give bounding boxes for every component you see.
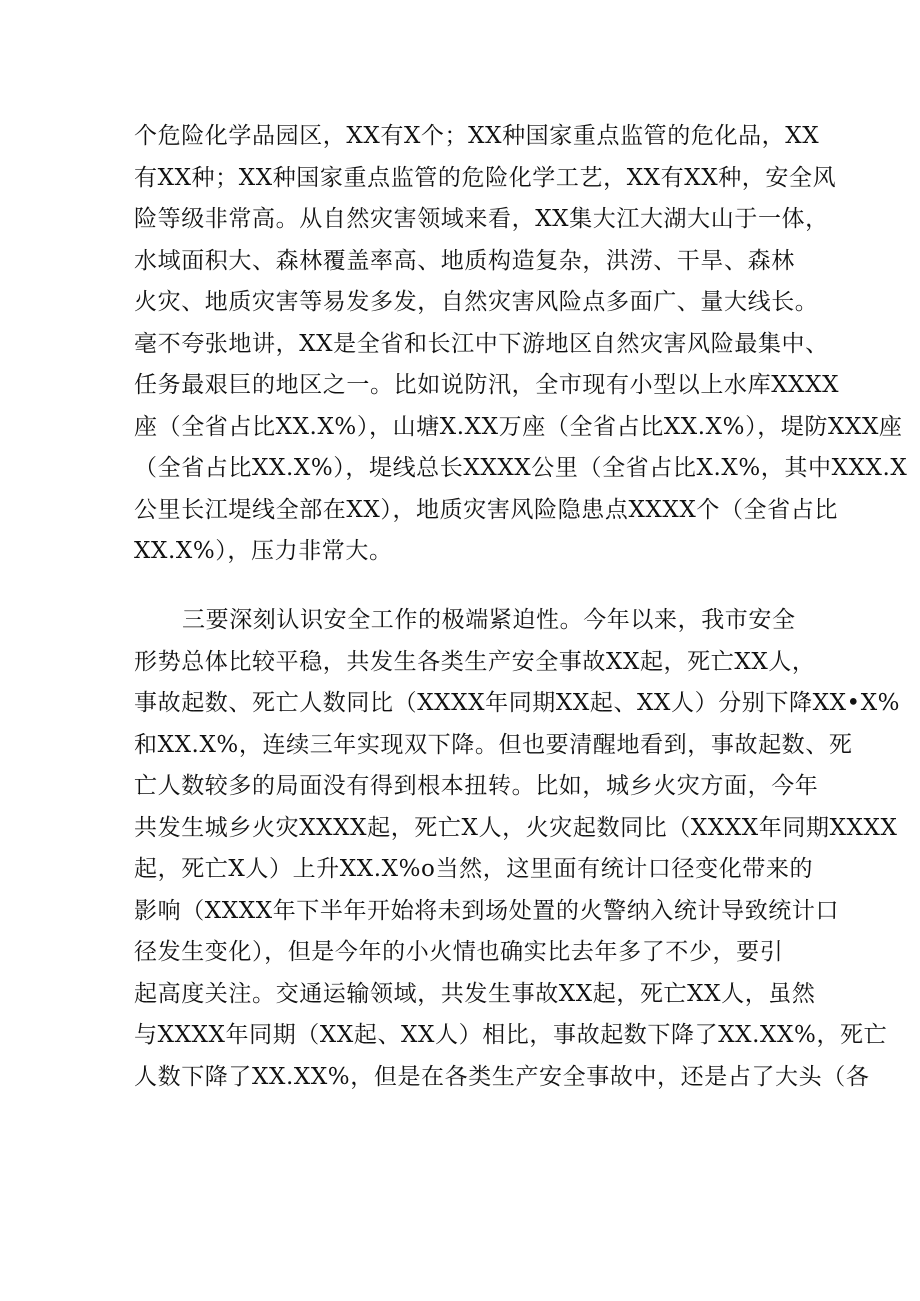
paragraph-line: 人数下降了XX.XX%，但是在各类生产安全事故中，还是占了大头（各 <box>134 1063 870 1090</box>
paragraph-line: 火灾、地质灾害等易发多发，自然灾害风险点多面广、量大线长。 <box>134 289 819 315</box>
paragraph-line: XX.X%），压力非常大。 <box>134 538 393 564</box>
paragraph-line: 与XXXX年同期（XX起、XX人）相比，事故起数下降了XX.XX%，死亡 <box>134 1022 888 1048</box>
paragraph-line: 有XX种；XX种国家重点监管的危险化学工艺，XX有XX种，安全风 <box>134 164 837 191</box>
paragraph-line: 起，死亡X人）上升XX.X%o当然，这里面有统计口径变化带来的 <box>134 856 814 882</box>
paragraph-line: 影响（XXXX年下半年开始将未到场处置的火警纳入统计导致统计口 <box>134 897 840 924</box>
paragraph-line: 毫不夸张地讲，XX是全省和长江中下游地区自然灾害风险最集中、 <box>134 330 829 357</box>
paragraph-line: 事故起数、死亡人数同比（XXXX年同期XX起、XX人）分别下降XX•X% <box>134 690 901 716</box>
paragraph-1 <box>134 116 908 573</box>
paragraph-line: 形势总体比较平稳，共发生各类生产安全事故XX起，死亡XX人， <box>134 648 816 675</box>
paragraph-line: 水域面积大、森林覆盖率高、地质构造复杂，洪涝、干旱、森林 <box>134 247 795 274</box>
paragraph-line: 径发生变化），但是今年的小火情也确实比去年多了不少，要引 <box>134 939 784 965</box>
paragraph-line: 和XX.X%，连续三年实现双下降。但也要清醒地看到，事故起数、死 <box>134 731 853 758</box>
paragraph-line: 三要深刻认识安全工作的极端紧迫性。今年以来，我市安全 <box>182 607 796 633</box>
paragraph-line: 任务最艰巨的地区之一。比如说防汛，全市现有小型以上水库XXXX <box>134 372 840 398</box>
paragraph-line: 公里长江堤线全部在XX），地质灾害风险隐患点XXXX个（全省占比 <box>134 496 838 523</box>
paragraph-line: 险等级非常高。从自然灾害领域来看，XX集大江大湖大山于一体， <box>134 206 829 232</box>
paragraph-line: 座（全省占比XX.X%），山塘X.XX万座（全省占比XX.X%），堤防XXX座 <box>134 413 903 440</box>
paragraph-line: 共发生城乡火灾XXXX起，死亡X人，火灾起数同比（XXXX年同期XXXX <box>134 814 898 841</box>
paragraph-line: 亡人数较多的局面没有得到根本扭转。比如，城乡火灾方面，今年 <box>134 773 819 799</box>
paragraph-line: 起高度关注。交通运输领域，共发生事故XX起，死亡XX人，虽然 <box>134 980 816 1007</box>
paragraph-2 <box>134 600 901 1098</box>
paragraph-line: （全省占比XX.X%），堤线总长XXXX公里（全省占比X.X%，其中XXX.X <box>134 455 908 481</box>
paragraph-line: 个危险化学品园区，XX有X个；XX种国家重点监管的危化品，XX <box>134 123 820 149</box>
